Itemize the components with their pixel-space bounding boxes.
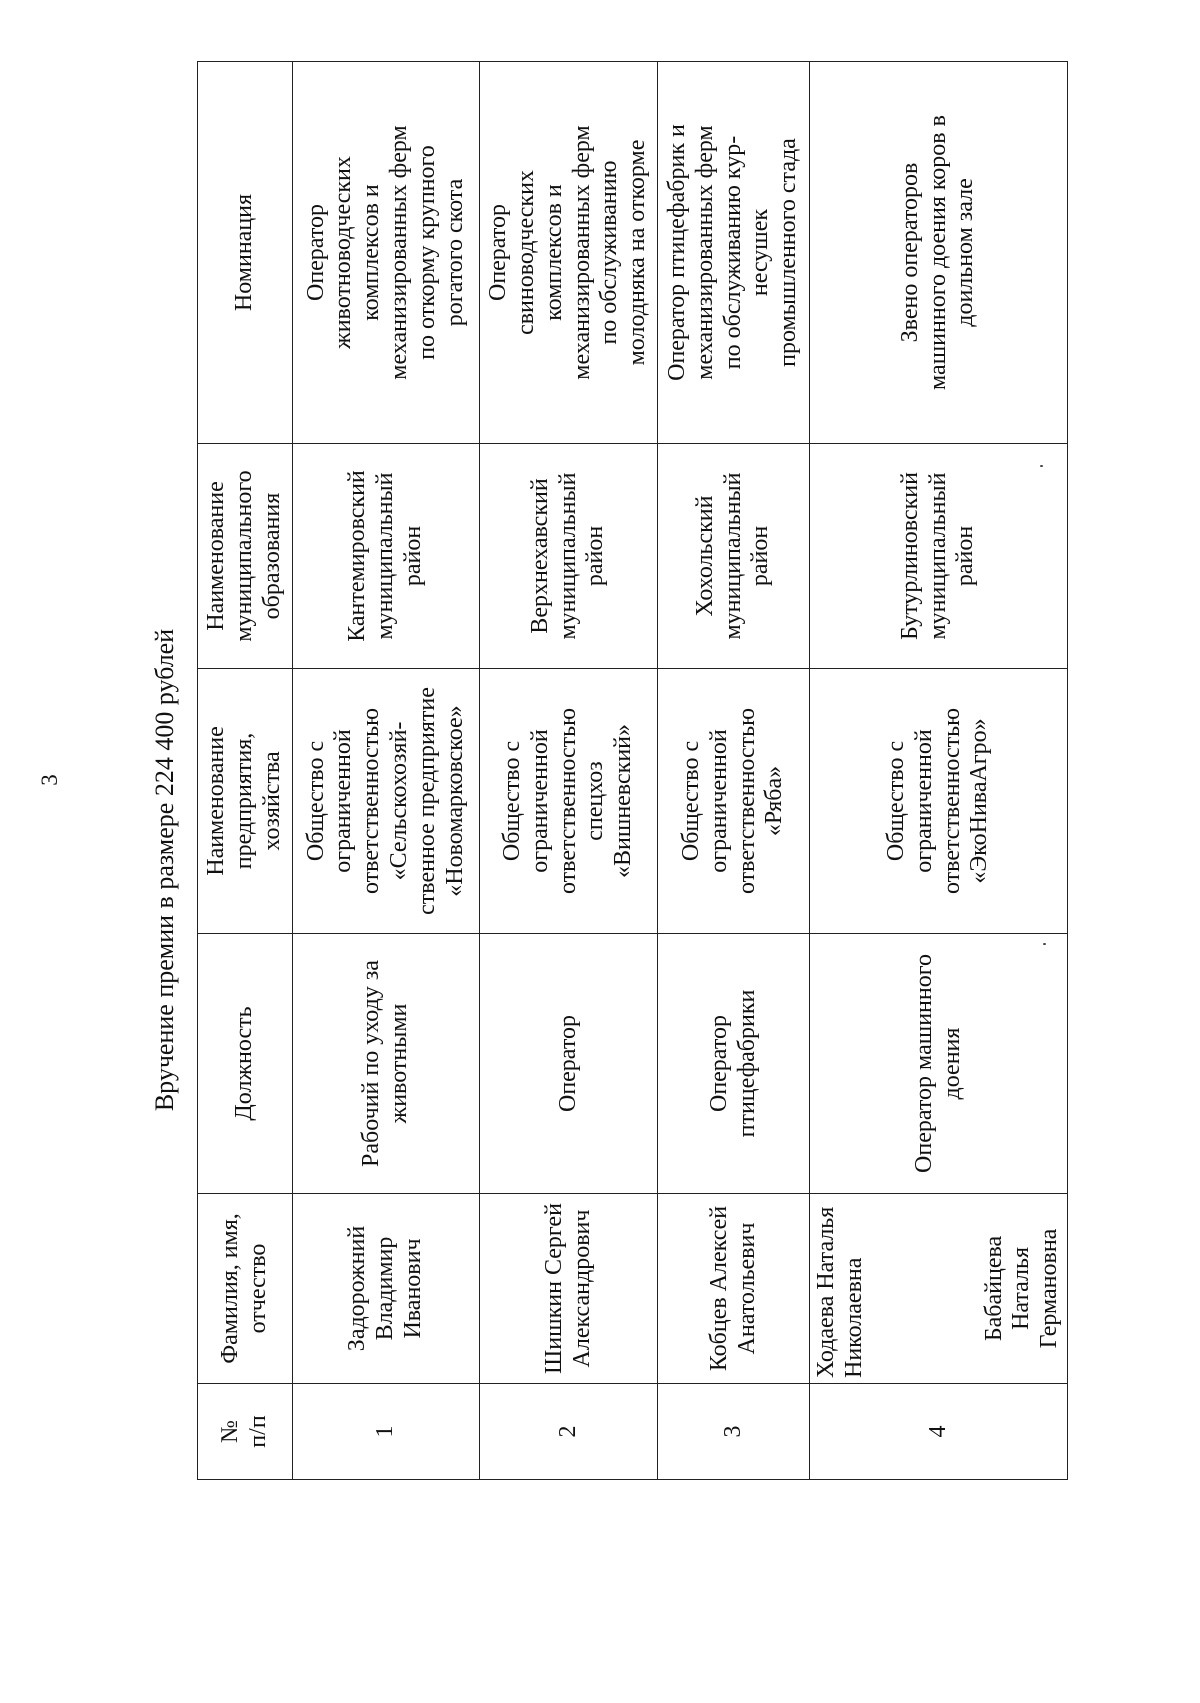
page-number: 3: [37, 774, 62, 786]
table-row: [293, 62, 480, 1480]
recipient-name: Ходаева Наталья Николаевна: [813, 1206, 867, 1378]
recipient-nomination: Звено операторов машинного доения коров в доильном зале: [810, 62, 1068, 444]
table-header-row: [198, 62, 293, 1480]
table-row: [480, 62, 658, 1480]
recipient-enterprise: Общество с ограниченной ответственностью «Ряба»: [658, 669, 810, 934]
award-table-container: [197, 62, 1067, 1480]
recipient-municipality: Бутурлиновский муниципальный район: [810, 444, 1068, 669]
header-municipality: Наименование муниципального образования: [198, 444, 293, 669]
header-enterprise: Наименование предприятия, хозяйства: [198, 669, 293, 934]
recipient-enterprise: Общество с ограниченной ответственностью «ЭкоНиваАгро»: [810, 669, 1068, 934]
recipient-position: Оператор машинного доения: [810, 934, 1068, 1194]
document-title: Вручение премии в размере 224 400 рублей: [150, 628, 179, 1112]
recipient-position: Рабочий по уходу за животными: [293, 934, 480, 1194]
row-number: 3: [658, 1384, 810, 1480]
recipient-name: Бабайцева Наталья Германовна: [980, 1228, 1063, 1349]
recipient-name: Кобцев Алексей Анатольевич: [658, 1194, 810, 1384]
recipient-nomination: Оператор птицефабрик и механизированных ферм по обслуживанию кур- несушек промышленного стада: [658, 62, 810, 444]
recipient-enterprise: Общество с ограниченной ответственностью спецхоз «Вишневский»: [480, 669, 658, 934]
header-full-name: Фамилия, имя, отчество: [198, 1194, 293, 1384]
recipient-municipality: Верхнехавский муниципальный район: [480, 444, 658, 669]
row-number: 2: [480, 1384, 658, 1480]
recipient-nomination: Оператор свиноводческих комплексов и механизированных ферм по обслуживанию молодняка на откорме: [480, 62, 658, 444]
recipient-nomination: Оператор животноводческих комплексов и механизированных ферм по откорму крупного рогатого скота: [293, 62, 480, 444]
award-table: [197, 61, 1068, 1480]
row-number: 1: [293, 1384, 480, 1480]
table-row: [810, 62, 1068, 1480]
recipient-names-cell: [810, 1194, 1068, 1384]
header-number: № п/п: [198, 1384, 293, 1480]
recipient-position: Оператор: [480, 934, 658, 1194]
header-nomination: Номинация: [198, 62, 293, 444]
table-row: [658, 62, 810, 1480]
row-number: 4: [810, 1384, 1068, 1480]
recipient-municipality: Кантемировский муниципальный район: [293, 444, 480, 669]
recipient-enterprise: Общество с ограниченной ответственностью «Сельскохозяй- ственное предприятие «Новомарковское»: [293, 669, 480, 934]
recipient-name: Шишкин Сергей Александрович: [480, 1194, 658, 1384]
recipient-position: Оператор птицефабрики: [658, 934, 810, 1194]
recipient-name: Задорожний Владимир Иванович: [293, 1194, 480, 1384]
header-position: Должность: [198, 934, 293, 1194]
recipient-municipality: Хохольский муниципальный район: [658, 444, 810, 669]
